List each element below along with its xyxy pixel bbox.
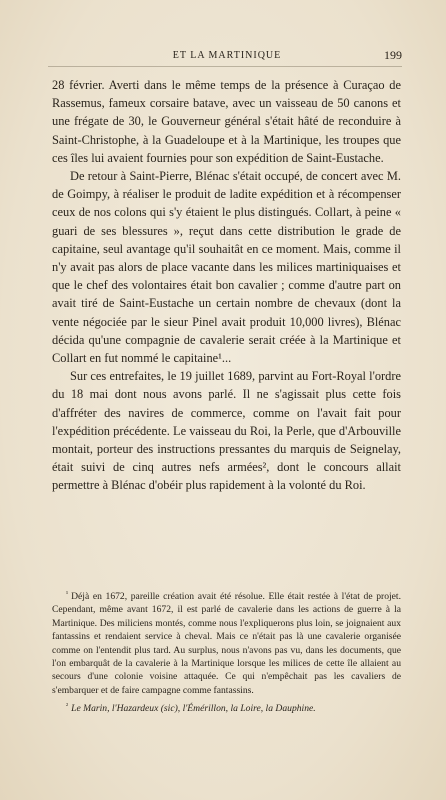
paragraph-2: De retour à Saint-Pierre, Blénac s'était occupé, de concert avec M. de Goimpy, à réaliser le produit de ladite expédition et à récompenser ceux de nos colons qui s'y étaient le plus distingués. Collart, à peine « guari de ses blessures », reçut dans cette distribution le grade de capitaine, seul avantage qu'il souhaitât en ce moment. Mais, comme il n'y avait pas alors de place vacante dans les milices martiniquaises et que le chef des volontaires était bon cavalier ; comme d'autre part on avait tiré de Saint-Eustache un certain nombre de chevaux (dont la vente négociée par le sieur Pinel avait produit 10,000 livres), Blénac décida qu'une compagnie de cavalerie serait créée à la Martinique et Collart en fut nommé le capitaine¹... (52, 169, 401, 366)
page-header (52, 48, 402, 66)
footnote-2-number: ² (66, 702, 69, 711)
main-text (52, 76, 401, 495)
footnotes (52, 588, 401, 718)
footnote-1 (52, 588, 401, 697)
footnote-1-text: Déjà en 1672, pareille création avait été résolue. Elle était restée à l'état de projet. Cependant, même avant 1672, il est parlé de cavalerie dans les actions de guerre à la Martinique. Des miliciens montés, comme nous l'expliquerons plus loin, se joignaient aux fantassins et rendaient service à cheval. Mais ce n'était pas là une cavalerie organisée comme on l'entendit plus tard. Au surplus, nous n'avons pas vu, dans les documents, que l'on embarquât de la cavalerie à la Martinique lorsque les milices de cette île allaient au secours d'une colonie voisine attaquée. Ce qui n'empêchait pas les cavaliers de s'embarquer et de faire campagne comme fantassins. (52, 591, 401, 696)
page-number: 199 (384, 48, 402, 62)
paragraph-3: Sur ces entrefaites, le 19 juillet 1689, parvint au Fort-Royal l'ordre du 18 mai dont nous avons parlé. Il ne s'agissait plus cette fois d'affréter des navires de commerce, comme on l'avait fait pour l'expédition précédente. Le vaisseau du Roi, la Perle, que d'Arbouville montait, porteur des instructions pressantes du marquis de Seignelay, était suivi de cinq autres nefs armées², dont le concours allait permettre à Blénac d'obéir plus rapidement à la volonté du Roi. (52, 369, 401, 493)
paragraph-1: 28 février. Averti dans le même temps de la présence à Curaçao de Rassemus, fameux corsaire batave, avec un vaisseau de 50 canons et une frégate de 30, le Gouverneur général s'était hâté de reconduire à Saint-Christophe, à la Guadeloupe et à la Martinique, les troupes que ces îles lui avaient fournies pour son expédition de Saint-Eustache. (52, 78, 401, 165)
running-title: ET LA MARTINIQUE (172, 50, 282, 61)
footnote-1-number: ¹ (66, 590, 69, 598)
header-rule (48, 66, 402, 67)
footnote-2 (52, 700, 401, 715)
footnote-2-text: Le Marin, l'Hazardeux (sic), l'Émérillon, la Loire, la Dauphine. (71, 703, 316, 715)
